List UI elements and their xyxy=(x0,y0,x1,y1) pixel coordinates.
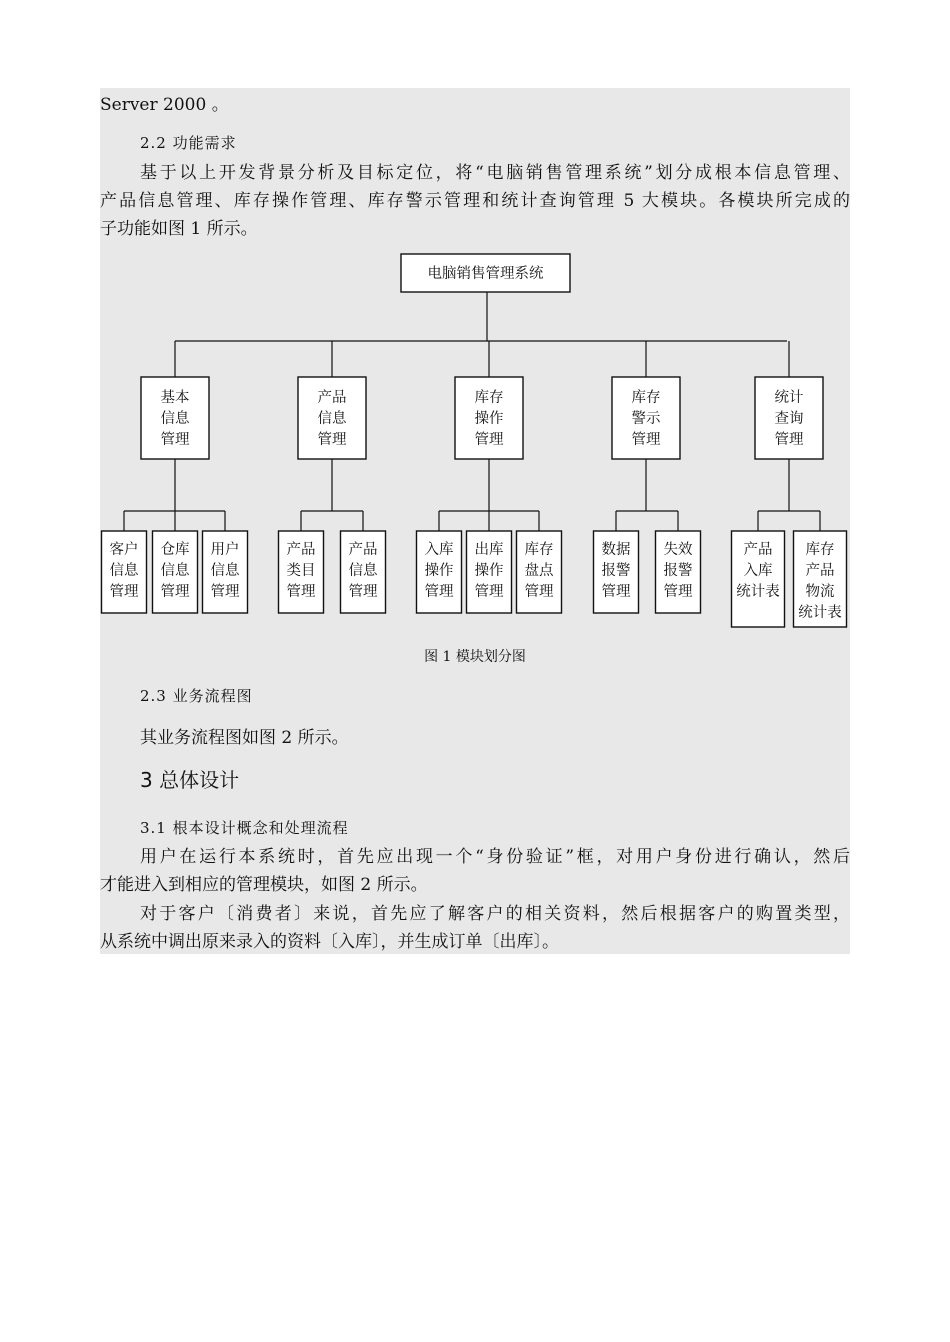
box-label: 基本 xyxy=(160,390,190,406)
box-label: 产品 xyxy=(286,542,316,558)
box-label: 管理 xyxy=(631,432,661,448)
paragraph-line: 子功能如图 1 所示。 xyxy=(100,219,258,239)
box-label: 产品 xyxy=(805,563,835,579)
box-label: 操作 xyxy=(424,563,454,579)
box-label: 管理 xyxy=(474,584,504,600)
box-label: 数据 xyxy=(601,542,631,558)
box-label: 管理 xyxy=(160,584,190,600)
box-label: 信息 xyxy=(317,411,347,427)
box-label: 管理 xyxy=(663,584,693,600)
heading-3-1: 3.1 根本设计概念和处理流程 xyxy=(140,819,349,837)
box-label: 客户 xyxy=(109,542,139,558)
box-label: 产品 xyxy=(743,542,773,558)
box-label: 操作 xyxy=(474,563,504,579)
heading-3: 3 总体设计 xyxy=(140,768,240,792)
box-label: 出库 xyxy=(474,542,504,558)
box-label: 管理 xyxy=(774,432,804,448)
box-label: 信息 xyxy=(348,563,378,579)
box-label: 统计 xyxy=(774,390,804,406)
paragraph-line: 用户在运行本系统时，首先应出现一个“身份验证”框，对用户身份进行确认，然后 xyxy=(140,847,850,867)
box-label: 库存 xyxy=(474,390,504,406)
paragraph-line: 基于以上开发背景分析及目标定位，将“电脑销售管理系统”划分成根本信息管理、 xyxy=(140,163,850,183)
box-label: 管理 xyxy=(286,584,316,600)
box-label: 查询 xyxy=(774,411,804,427)
box-label: 产品 xyxy=(317,390,347,406)
box-label: 仓库 xyxy=(160,542,190,558)
box-label: 管理 xyxy=(424,584,454,600)
box-label: 库存 xyxy=(805,542,835,558)
paragraph-line: 才能进入到相应的管理模块，如图 2 所示。 xyxy=(100,875,428,895)
module-division-diagram xyxy=(0,0,950,650)
box-label: 用户 xyxy=(210,542,240,558)
box-label: 管理 xyxy=(474,432,504,448)
box-label: 盘点 xyxy=(524,563,554,579)
figure-1-caption: 图 1 模块划分图 xyxy=(424,649,526,665)
heading-2-3: 2.3 业务流程图 xyxy=(140,687,253,705)
paragraph-line: 产品信息管理、库存操作管理、库存警示管理和统计查询管理 5 大模块。各模块所完成的 xyxy=(100,191,850,211)
box-label: 警示 xyxy=(631,411,661,427)
heading-2-2: 2.2 功能需求 xyxy=(140,134,237,152)
box-label: 入库 xyxy=(743,563,773,579)
server-line: Server 2000 。 xyxy=(100,95,229,115)
box-label: 信息 xyxy=(109,563,139,579)
box-label: 管理 xyxy=(160,432,190,448)
box-label: 管理 xyxy=(317,432,347,448)
flow-paragraph: 其业务流程图如图 2 所示。 xyxy=(140,728,349,748)
box-label: 信息 xyxy=(160,563,190,579)
box-label: 库存 xyxy=(631,390,661,406)
box-label: 管理 xyxy=(109,584,139,600)
box-label: 物流 xyxy=(805,584,835,600)
box-label: 管理 xyxy=(348,584,378,600)
box-label: 信息 xyxy=(210,563,240,579)
box-label: 入库 xyxy=(424,542,454,558)
box-label: 管理 xyxy=(601,584,631,600)
box-label: 操作 xyxy=(474,411,504,427)
box-label: 类目 xyxy=(286,563,316,579)
box-label: 产品 xyxy=(348,542,378,558)
box-label: 管理 xyxy=(210,584,240,600)
paragraph-line: 对于客户〔消费者〕来说，首先应了解客户的相关资料，然后根据客户的购置类型， xyxy=(140,904,850,924)
box-label: 管理 xyxy=(524,584,554,600)
box-label: 统计表 xyxy=(736,584,780,600)
box-label: 失效 xyxy=(663,542,693,558)
box-label: 统计表 xyxy=(798,605,842,621)
box-label: 报警 xyxy=(663,563,693,579)
box-label: 信息 xyxy=(160,411,190,427)
paragraph-line: 从系统中调出原来录入的资料〔入库〕，并生成订单〔出库〕。 xyxy=(100,932,559,952)
box-label: 库存 xyxy=(524,542,554,558)
box-label: 电脑销售管理系统 xyxy=(427,266,544,282)
box-label: 报警 xyxy=(601,563,631,579)
